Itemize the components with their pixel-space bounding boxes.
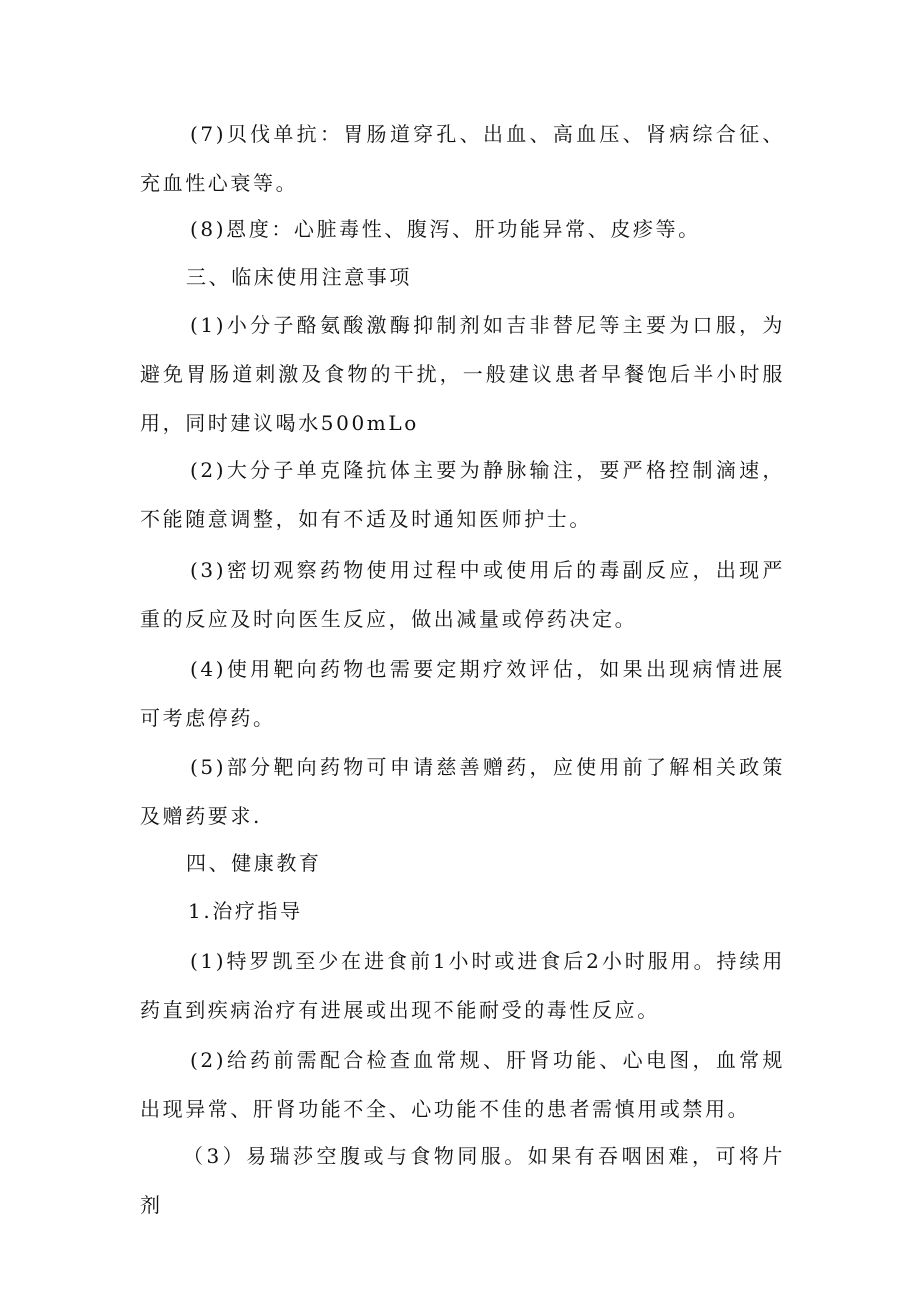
paragraph-treatment-2: (2)给药前需配合检查血常规、肝肾功能、心电图，血常规出现异常、肝肾功能不全、心功能不佳的患者需慎用或禁用。 <box>140 1048 785 1121</box>
paragraph-clinical-note-4: (4)使用靶向药物也需要定期疗效评估，如果出现病情进展可考虑停药。 <box>140 657 785 730</box>
paragraph-treatment-3: （3）易瑞莎空腹或与食物同服。如果有吞咽困难，可将片剂 <box>140 1144 785 1217</box>
section-heading-health-education: 四、健康教育 <box>186 851 322 875</box>
paragraph-clinical-note-1: (1)小分子酪氨酸激酶抑制剂如吉非替尼等主要为口服，为避免胃肠道刺激及食物的干扰，一般建议患者早餐饱后半小时服用，同时建议喝水500mLo <box>140 313 785 435</box>
paragraph-treatment-1: (1)特罗凯至少在进食前1小时或进食后2小时服用。持续用药直到疾病治疗有进展或出现不能耐受的毒性反应。 <box>140 949 785 1022</box>
paragraph-clinical-note-3: (3)密切观察药物使用过程中或使用后的毒副反应，出现严重的反应及时向医生反应，做出减量或停药决定。 <box>140 558 785 631</box>
paragraph-adverse-effect-8: (8)恩度：心脏毒性、腹泻、肝功能异常、皮疹等。 <box>190 217 701 241</box>
paragraph-clinical-note-2: (2)大分子单克隆抗体主要为静脉输注，要严格控制滴速，不能随意调整，如有不适及时通知医师护士。 <box>140 458 785 531</box>
paragraph-clinical-note-5: (5)部分靶向药物可申请慈善赠药，应使用前了解相关政策及赠药要求. <box>140 755 785 828</box>
subsection-heading-treatment-guidance: 1.治疗指导 <box>188 899 303 923</box>
section-heading-clinical-notes: 三、临床使用注意事项 <box>186 265 412 289</box>
paragraph-adverse-effect-7: (7)贝伐单抗：胃肠道穿孔、出血、高血压、肾病综合征、充血性心衰等。 <box>140 122 785 195</box>
